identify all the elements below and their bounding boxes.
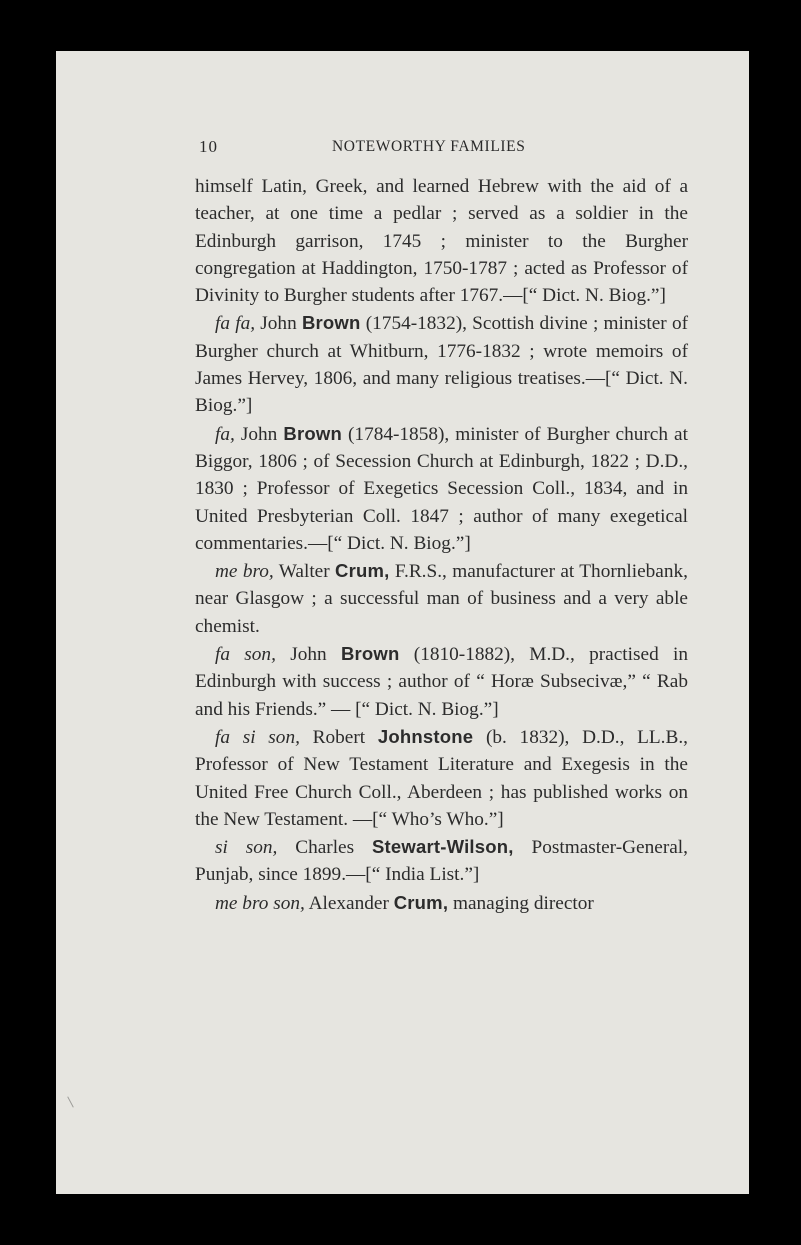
given-name: Walter bbox=[278, 561, 330, 583]
surname: Brown bbox=[340, 643, 400, 665]
surname: Johnstone bbox=[377, 725, 474, 747]
given-name: Charles bbox=[295, 837, 355, 859]
paragraph-text: himself Latin, Greek, and learned Hebrew with the aid of a teacher, at one time a pedlar ; served as a soldier in the Edinburgh garrison, 1745 ; minister to the Burgher congregation at Haddington, 1750-1787 ; acted as Professor of Divinity to Burgher students after 1767.—[“ Dict. N. Biog.”] bbox=[195, 176, 688, 307]
relation-label: fa son, bbox=[215, 644, 276, 666]
given-name: Robert bbox=[312, 726, 366, 748]
entry-text: Postmaster-General, Punjab, since 1899.—[“ India List.”] bbox=[195, 837, 688, 886]
running-head: NOTEWORTHY FAMILIES bbox=[332, 138, 526, 155]
relation-label: me bro, bbox=[215, 561, 274, 583]
entry-walter-crum bbox=[195, 557, 688, 640]
surname: Brown bbox=[283, 422, 342, 444]
entry-john-brown-1784 bbox=[195, 420, 688, 557]
page-header bbox=[199, 137, 589, 159]
entry-robert-johnstone bbox=[195, 723, 688, 833]
relation-label: fa si son, bbox=[215, 726, 300, 748]
given-name: John bbox=[260, 313, 297, 335]
paper-blemish bbox=[67, 1096, 74, 1107]
surname: Stewart-Wilson, bbox=[372, 836, 514, 858]
entry-alexander-crum bbox=[195, 889, 688, 917]
surname: Crum, bbox=[335, 560, 390, 582]
entry-text: F.R.S., manufacturer at Thornliebank, near Glasgow ; a successful man of business and a very able chemist. bbox=[195, 561, 688, 637]
given-name: John bbox=[240, 423, 278, 445]
relation-label: fa fa, bbox=[215, 313, 256, 335]
relation-label: me bro son, bbox=[215, 892, 305, 914]
surname: Crum, bbox=[393, 891, 449, 913]
body-text bbox=[195, 173, 688, 917]
entry-text: (1754-1832), Scottish divine ; minister of Burgher church at Whitburn, 1776-1832 ; wrote memoirs of James Hervey, 1806, and many religious treatises.—[“ Dict. N. Biog.”] bbox=[195, 313, 689, 417]
entry-john-brown-1810 bbox=[195, 640, 688, 723]
relation-label: fa, bbox=[215, 423, 235, 445]
entry-text: managing director bbox=[452, 892, 594, 914]
surname: Brown bbox=[301, 312, 361, 334]
entry-charles-stewart-wilson bbox=[195, 833, 688, 889]
paragraph-continuation bbox=[195, 173, 688, 309]
entry-john-brown-1754 bbox=[195, 309, 688, 419]
relation-label: si son, bbox=[215, 837, 278, 859]
given-name: Alexander bbox=[308, 892, 389, 914]
book-page bbox=[56, 51, 749, 1194]
entry-text: (1784-1858), minister of Burgher church at Biggor, 1806 ; of Secession Church at Edinburgh, 1822 ; D.D., 1830 ; Professor of Exegetics Secession Coll., 1834, and in United Presbyterian Coll. 1847 ; author of many exegetical commentaries.—[“ Dict. N. Biog.”] bbox=[195, 423, 688, 554]
entry-text: (b. 1832), D.D., LL.B., Professor of New Testament Literature and Exegesis in the United Free Church Coll., Aberdeen ; has published works on the New Testament. —[“ Who’s Who.”] bbox=[195, 726, 688, 830]
entry-text: (1810-1882), M.D., practised in Edinburgh with success ; author of “ Horæ Subsecivæ,” “ Rab and his Friends.” — [“ Dict. N. Biog.”] bbox=[195, 644, 688, 720]
given-name: John bbox=[290, 644, 327, 666]
page-number: 10 bbox=[199, 137, 218, 156]
